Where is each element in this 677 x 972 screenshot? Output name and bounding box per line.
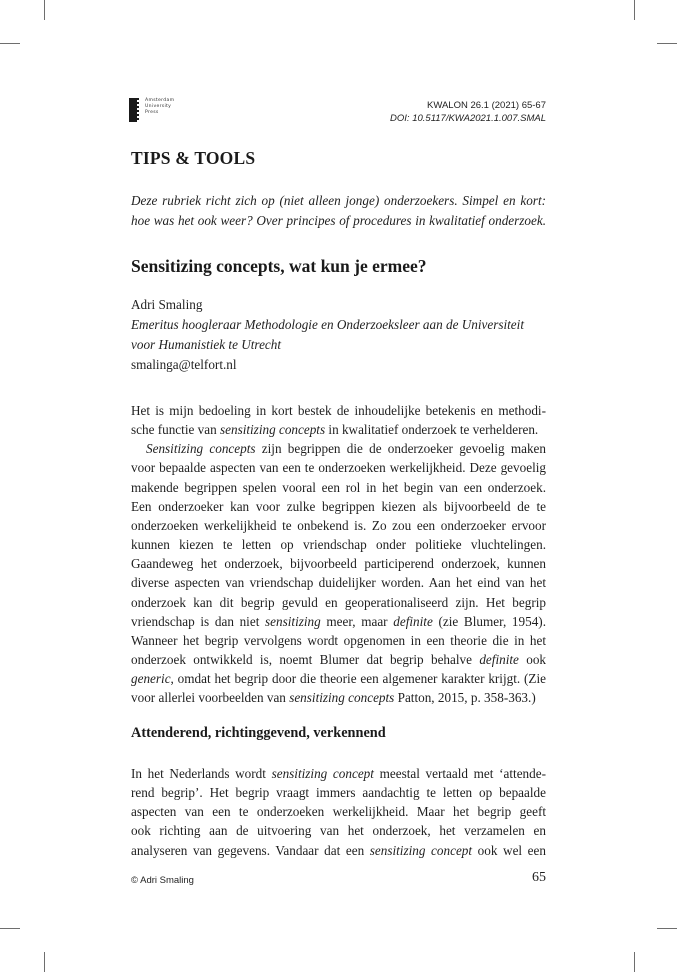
crop-mark xyxy=(634,0,635,20)
text-run: ook wel een xyxy=(472,842,546,858)
text-run: zijn begrippen die de onderzoeker gevoelig maken xyxy=(255,441,546,457)
crop-mark xyxy=(44,0,45,20)
text-run: rend begrip’. Het begrip vraagt immers aandachtig te letten op bepaalde xyxy=(131,785,546,801)
italic-term: sensitizing concepts xyxy=(289,690,395,706)
text-run: In het Nederlands wordt xyxy=(131,766,272,781)
paragraph-3 xyxy=(131,764,546,860)
text-line xyxy=(131,516,546,535)
text-line xyxy=(131,821,546,840)
section-intro: Deze rubriek richt zich op (niet alleen jonge) onderzoekers. Simpel en kort: hoe was het ook weer? Over principes of procedures in kwalitatief onderzoek. xyxy=(131,193,546,228)
crop-mark xyxy=(657,928,677,929)
italic-term: definite xyxy=(479,652,519,668)
text-line xyxy=(131,439,546,458)
text-line xyxy=(131,612,546,631)
text-run: onderzoeken werkelijkheid te onbekend is. Zo zou een onderzoeker ervoor xyxy=(131,517,546,533)
subheading: Attenderend, richtinggevend, verkennend xyxy=(131,725,386,741)
text-line xyxy=(131,554,546,573)
crop-mark xyxy=(0,928,20,929)
italic-term: sensitizing concept xyxy=(271,766,374,781)
text-run: meestal vertaald met ‘attende- xyxy=(373,766,546,781)
text-run: sche functie van xyxy=(131,422,220,438)
text-run: Wanneer het begrip vervolgens wordt opgenomen in een theorie die in het xyxy=(131,632,546,648)
section-title: TIPS & TOOLS xyxy=(131,148,256,168)
italic-term: definite xyxy=(393,613,433,629)
text-run: vriendschap is dan niet xyxy=(131,613,266,629)
text-run: diverse aspecten van vriendschap duidelijker worden. Aan het eind van het xyxy=(131,575,546,591)
crop-mark xyxy=(634,952,635,972)
text-line xyxy=(131,841,546,860)
text-line xyxy=(131,458,546,477)
text-line xyxy=(131,535,546,554)
text-line xyxy=(131,401,546,420)
text-line xyxy=(131,650,546,669)
text-run: , omdat het begrip door die theorie een algemener karakter krijgt. (Zie xyxy=(170,671,546,687)
text-run: makende begrippen spelen vooral een rol in het begin van een onderzoek. xyxy=(131,479,546,495)
italic-term: sensitizing concepts xyxy=(219,422,326,438)
crop-mark xyxy=(657,43,677,44)
text-run: onderzoek kan dit begrip gevuld en geoperationaliseerd zijn. Het begrip xyxy=(131,594,546,610)
crop-mark xyxy=(0,43,20,44)
text-run: in kwalitatief onderzoek te verhelderen. xyxy=(325,422,539,438)
italic-term: sensitizing xyxy=(265,613,321,629)
text-run: (zie Blumer, 1954). xyxy=(432,613,546,629)
article-title: Sensitizing concepts, wat kun je ermee? xyxy=(131,256,427,276)
text-run: meer, maar xyxy=(320,613,394,629)
journal-info xyxy=(390,99,546,125)
text-line xyxy=(131,802,546,821)
text-line xyxy=(131,764,546,783)
text-line xyxy=(131,669,546,688)
author-email: smalinga@telfort.nl xyxy=(131,357,237,372)
paragraph-2 xyxy=(131,439,546,707)
text-line xyxy=(131,420,546,439)
author-affiliation: Emeritus hoogleraar Methodologie en Onderzoeksleer aan de Universiteit xyxy=(131,317,524,332)
page-number: 65 xyxy=(532,870,546,885)
author-affiliation: voor Humanistiek te Utrecht xyxy=(131,337,282,352)
text-run: ook richting aan de uitvoering van het onderzoek, het verzamelen en xyxy=(131,823,546,839)
journal-doi: DOI: 10.5117/KWA2021.1.007.SMAL xyxy=(390,113,546,124)
text-run: voor bepaalde aspecten van een te onderzoeken werkelijkheid. Deze gevoelig xyxy=(131,460,546,476)
author-name: Adri Smaling xyxy=(131,297,203,312)
publisher-logo xyxy=(129,98,174,122)
text-run: Een onderzoeker kan voor zulke begrippen kiezen als bijvoorbeeld de te xyxy=(131,498,546,514)
body-section-1 xyxy=(131,401,546,708)
italic-term: sensitizing concept xyxy=(369,842,473,858)
text-run: kunnen kiezen te letten op vriendschap onder politieke vluchtelingen. xyxy=(131,537,546,553)
text-run: analyseren van gegevens. Vandaar dat een xyxy=(131,842,370,858)
text-run: aspecten van een te onderzoeken werkelijkheid. Maar het begrip geeft xyxy=(131,804,546,820)
text-line xyxy=(131,688,546,707)
text-run: Gaandeweg het onderzoek, bijvoorbeeld participerend onderzoek, kunnen xyxy=(131,556,546,572)
author-block xyxy=(131,295,546,375)
text-line xyxy=(131,593,546,612)
text-run: Patton, 2015, p. 358-363.) xyxy=(394,690,536,706)
journal-citation: KWALON 26.1 (2021) 65-67 xyxy=(427,100,546,111)
text-line xyxy=(131,783,546,802)
paragraph-1 xyxy=(131,401,546,439)
copyright: © Adri Smaling xyxy=(131,875,194,886)
text-run: Het is mijn bedoeling in kort bestek de inhoudelijke betekenis en methodi- xyxy=(131,403,546,418)
body-section-2 xyxy=(131,764,546,860)
text-run: onderzoek ontwikkeld is, noemt Blumer dat begrip behalve xyxy=(131,652,480,668)
italic-term: generic xyxy=(131,671,171,687)
text-line xyxy=(131,478,546,497)
crop-mark xyxy=(44,952,45,972)
text-line xyxy=(131,631,546,650)
text-line xyxy=(131,497,546,516)
publisher-logo-icon xyxy=(129,98,137,122)
italic-term: Sensitizing concepts xyxy=(146,441,256,457)
publisher-name: Amsterdam University Press xyxy=(145,98,175,116)
text-line xyxy=(131,573,546,592)
text-run: voor allerlei voorbeelden van xyxy=(131,690,290,706)
text-run: ook xyxy=(518,652,547,668)
